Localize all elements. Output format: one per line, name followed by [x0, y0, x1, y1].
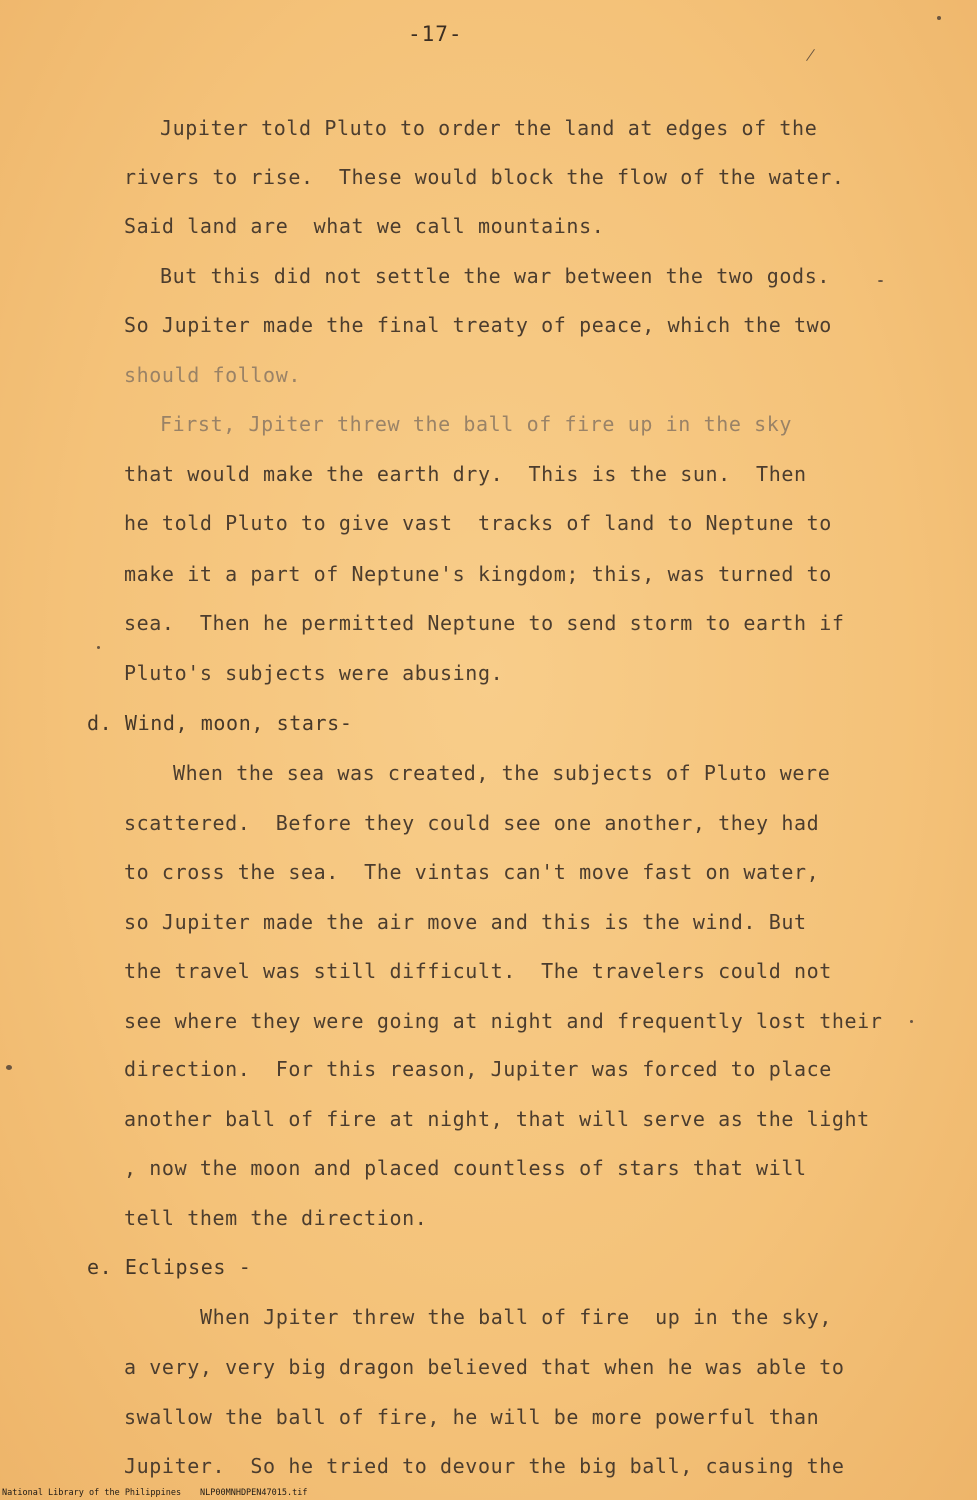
- paper-speck: [910, 1020, 913, 1023]
- text-line: he told Pluto to give vast tracks of land to Neptune to: [124, 511, 832, 535]
- text-line: that would make the earth dry. This is the sun. Then: [124, 462, 807, 486]
- text-line: So Jupiter made the final treaty of peace, which the two: [124, 313, 832, 337]
- text-line: so Jupiter made the air move and this is the wind. But: [124, 910, 807, 934]
- paper-speck: [878, 280, 883, 282]
- footer-library-name: National Library of the Philippines: [2, 1488, 182, 1498]
- text-line: should follow.: [124, 363, 301, 387]
- pencil-mark: [806, 49, 815, 61]
- text-line: Jupiter told Pluto to order the land at edges of the: [160, 116, 818, 140]
- text-line: , now the moon and placed countless of stars that will: [124, 1156, 807, 1180]
- text-line: direction. For this reason, Jupiter was forced to place: [124, 1057, 832, 1081]
- paper-speck: [937, 16, 941, 20]
- paper-speck: [6, 1065, 12, 1070]
- text-line: When the sea was created, the subjects of Pluto were: [173, 761, 831, 785]
- text-line: sea. Then he permitted Neptune to send storm to earth if: [124, 611, 845, 635]
- text-line: Pluto's subjects were abusing.: [124, 661, 504, 685]
- text-line: another ball of fire at night, that will serve as the light: [124, 1107, 870, 1131]
- section-heading-wind-moon-stars: d. Wind, moon, stars-: [87, 711, 353, 735]
- text-line: scattered. Before they could see one another, they had: [124, 811, 820, 835]
- text-line: rivers to rise. These would block the flow of the water.: [124, 165, 845, 189]
- paper-speck: [97, 646, 100, 649]
- section-heading-eclipses: e. Eclipses -: [87, 1255, 252, 1279]
- text-line: the travel was still difficult. The travelers could not: [124, 959, 832, 983]
- text-line: see where they were going at night and frequently lost their: [124, 1009, 883, 1033]
- text-line: a very, very big dragon believed that when he was able to: [124, 1355, 845, 1379]
- text-line: tell them the direction.: [124, 1206, 428, 1230]
- page-number: -17-: [408, 22, 463, 46]
- text-line: to cross the sea. The vintas can't move fast on water,: [124, 860, 820, 884]
- text-line: First, Jpiter threw the ball of fire up in the sky: [160, 412, 793, 436]
- text-line: swallow the ball of fire, he will be more powerful than: [124, 1405, 820, 1429]
- footer-file-name: NLP00MNHDPEN47015.tif: [200, 1488, 308, 1498]
- text-line: Said land are what we call mountains.: [124, 214, 605, 238]
- text-line: make it a part of Neptune's kingdom; this, was turned to: [124, 562, 832, 586]
- text-line: Jupiter. So he tried to devour the big ball, causing the: [124, 1454, 845, 1478]
- text-line: When Jpiter threw the ball of fire up in the sky,: [200, 1305, 833, 1329]
- text-line: But this did not settle the war between the two gods.: [160, 264, 830, 288]
